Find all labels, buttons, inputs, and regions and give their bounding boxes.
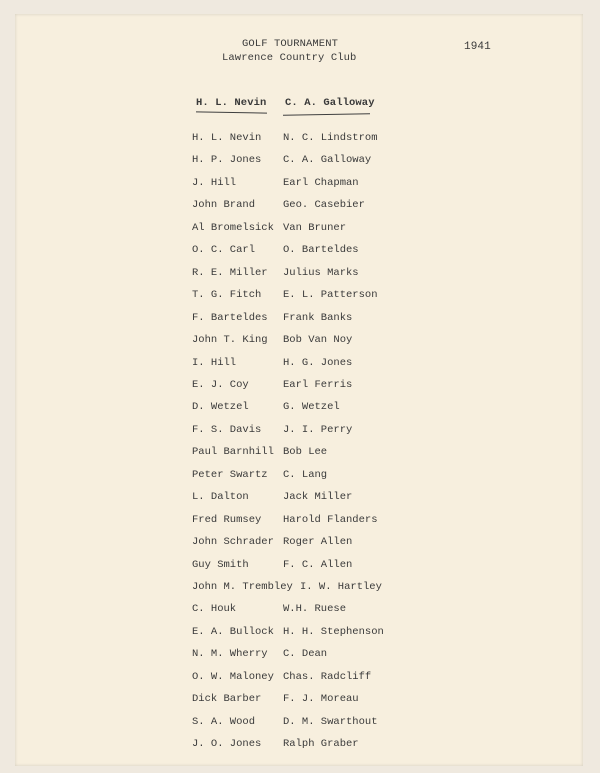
player-left: Paul Barnhill [192, 446, 274, 459]
player-left: Peter Swartz [192, 468, 268, 481]
player-left: H. P. Jones [192, 154, 262, 167]
player-right: I. W. Hartley [300, 581, 382, 593]
player-right: Julius Marks [283, 266, 359, 279]
document-subtitle: Lawrence Country Club [222, 52, 357, 64]
player-right: Chas. Radcliff [283, 670, 372, 683]
player-right: Jack Miller [283, 491, 353, 504]
player-right: Earl Chapman [283, 176, 359, 189]
player-left: John M. Trembley [192, 581, 293, 593]
player-right: Harold Flanders [283, 513, 378, 526]
player-left: John Brand [192, 199, 256, 212]
player-left: John T. King [192, 334, 268, 347]
player-left: N. M. Wherry [192, 648, 268, 661]
player-right: H. H. Stephenson [283, 625, 384, 638]
player-left: O. C. Carl [192, 244, 256, 257]
player-left: I. Hill [192, 356, 237, 369]
player-right: J. I. Perry [283, 423, 353, 436]
document-title: GOLF TOURNAMENT [242, 38, 339, 50]
player-left: Guy Smith [192, 558, 249, 571]
player-right: Ralph Graber [283, 738, 359, 751]
player-left: John Schrader [192, 536, 274, 549]
player-right: G. Wetzel [283, 401, 340, 414]
player-left: O. W. Maloney [192, 670, 274, 683]
player-right: D. M. Swarthout [283, 715, 378, 728]
document-year: 1941 [464, 41, 491, 53]
player-left: H. L. Nevin [192, 132, 262, 144]
document-page [15, 14, 583, 766]
column-heading-left: H. L. Nevin [196, 97, 267, 109]
player-right: O. Barteldes [283, 244, 359, 257]
player-left: Al Bromelsick [192, 221, 274, 234]
player-right: Earl Ferris [283, 378, 353, 391]
player-left: F. S. Davis [192, 423, 262, 436]
player-left: J. O. Jones [192, 738, 262, 751]
player-right: Bob Lee [283, 446, 328, 459]
player-left: L. Dalton [192, 491, 249, 504]
player-left: S. A. Wood [192, 715, 256, 728]
player-left: Fred Rumsey [192, 513, 262, 526]
player-left: E. A. Bullock [192, 625, 274, 638]
player-right: C. Lang [283, 468, 328, 481]
player-left: D. Wetzel [192, 401, 249, 414]
player-right: Frank Banks [283, 311, 353, 324]
player-left: R. E. Miller [192, 266, 268, 279]
column-heading-right-underline [283, 113, 370, 116]
player-left: T. G. Fitch [192, 289, 262, 302]
player-right: Roger Allen [283, 536, 353, 549]
player-left: E. J. Coy [192, 378, 249, 391]
column-heading-right: C. A. Galloway [285, 97, 375, 109]
player-right: W.H. Ruese [283, 603, 347, 616]
player-right: H. G. Jones [283, 356, 353, 369]
player-right: C. A. Galloway [283, 154, 372, 167]
player-right: Van Bruner [283, 221, 347, 234]
player-right: E. L. Patterson [283, 289, 378, 302]
player-left: Dick Barber [192, 693, 262, 706]
player-right: F. C. Allen [283, 558, 353, 571]
player-right: Geo. Casebier [283, 199, 365, 212]
player-right: F. J. Moreau [283, 693, 359, 706]
player-left: C. Houk [192, 603, 237, 616]
player-left: F. Barteldes [192, 311, 268, 324]
player-right: C. Dean [283, 648, 328, 661]
player-left: J. Hill [192, 176, 237, 189]
column-heading-left-underline [196, 111, 267, 113]
player-right: Bob Van Noy [283, 334, 353, 347]
player-right: N. C. Lindstrom [283, 132, 378, 144]
